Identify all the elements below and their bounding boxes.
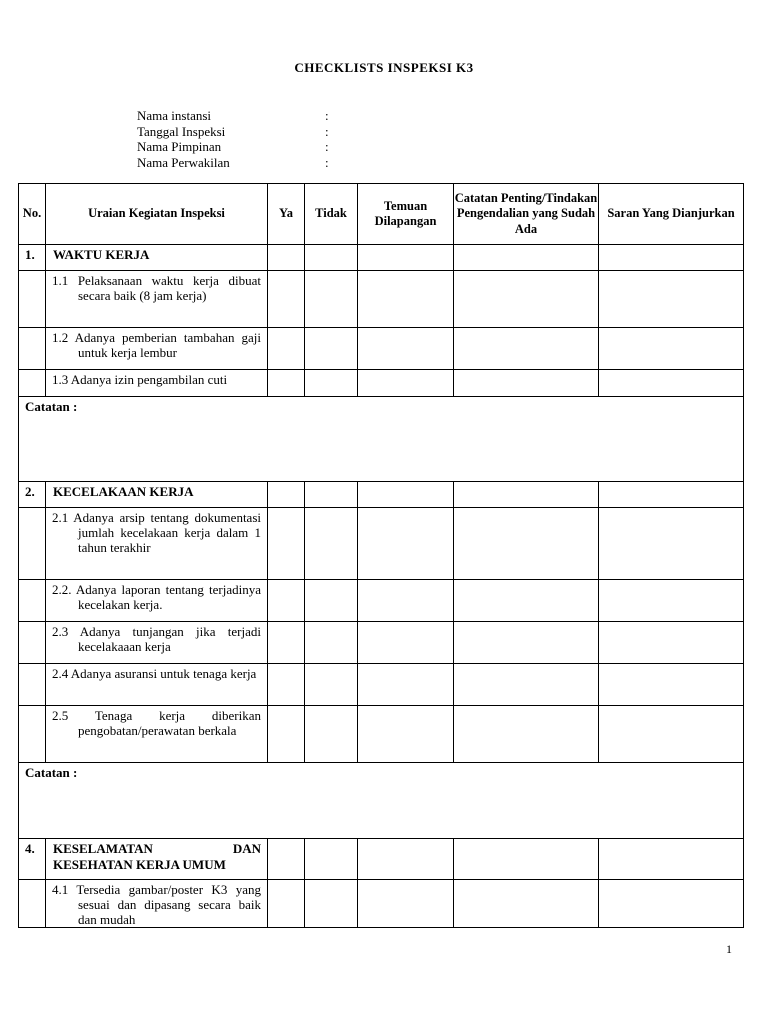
table-row <box>19 706 744 763</box>
tidak-cell[interactable] <box>305 706 358 763</box>
section-title: WAKTU KERJA <box>46 245 268 271</box>
tidak-cell[interactable] <box>305 664 358 706</box>
item-description: 2.3 Adanya tunjangan jika terjadi kecelakaaan kerja <box>46 622 268 664</box>
ya-cell[interactable] <box>268 271 305 328</box>
catatan-cell[interactable] <box>454 706 599 763</box>
catatan-cell[interactable] <box>454 508 599 580</box>
temuan-cell[interactable] <box>358 271 454 328</box>
document-title: CHECKLISTS INSPEKSI K3 <box>294 60 474 75</box>
saran-cell[interactable] <box>599 880 744 928</box>
saran-cell[interactable] <box>599 706 744 763</box>
section-row <box>19 839 744 880</box>
catatan-cell[interactable] <box>454 328 599 370</box>
ya-cell[interactable] <box>268 508 305 580</box>
saran-cell[interactable] <box>599 370 744 397</box>
saran-cell[interactable] <box>599 580 744 622</box>
tidak-cell[interactable] <box>305 245 358 271</box>
tidak-cell[interactable] <box>305 328 358 370</box>
no-cell <box>19 622 46 664</box>
table-row <box>19 664 744 706</box>
tidak-cell[interactable] <box>305 880 358 928</box>
saran-cell[interactable] <box>599 328 744 370</box>
table-row <box>19 622 744 664</box>
item-description: 1.2 Adanya pemberian tambahan gaji untuk kerja lembur <box>46 328 268 370</box>
meta-row-nama-perwakilan <box>137 155 329 171</box>
catatan-row <box>19 763 744 839</box>
ya-cell[interactable] <box>268 370 305 397</box>
catatan-notes[interactable]: Catatan : <box>19 397 744 482</box>
meta-colon: : <box>325 108 329 123</box>
item-description: 2.1 Adanya arsip tentang dokumentasi jumlah kecelakaan kerja dalam 1 tahun terakhir <box>46 508 268 580</box>
section-number: 2. <box>19 482 46 508</box>
item-description: 1.3 Adanya izin pengambilan cuti <box>46 370 268 397</box>
catatan-cell[interactable] <box>454 271 599 328</box>
catatan-cell[interactable] <box>454 839 599 880</box>
header-uraian: Uraian Kegiatan Inspeksi <box>46 184 268 245</box>
meta-row-nama-pimpinan <box>137 139 329 155</box>
ya-cell[interactable] <box>268 839 305 880</box>
table-row <box>19 328 744 370</box>
meta-label: Nama Perwakilan <box>137 154 230 170</box>
catatan-cell[interactable] <box>454 370 599 397</box>
header-ya: Ya <box>268 184 305 245</box>
catatan-cell[interactable] <box>454 880 599 928</box>
ya-cell[interactable] <box>268 706 305 763</box>
item-description: 2.4 Adanya asuransi untuk tenaga kerja <box>46 664 268 706</box>
temuan-cell[interactable] <box>358 622 454 664</box>
meta-label: Nama Pimpinan <box>137 139 222 154</box>
temuan-cell[interactable] <box>358 245 454 271</box>
section-number: 1. <box>19 245 46 271</box>
item-description: 4.1 Tersedia gambar/poster K3 yang sesuai dan dipasang secara baik dan mudah <box>46 880 268 928</box>
tidak-cell[interactable] <box>305 508 358 580</box>
tidak-cell[interactable] <box>305 370 358 397</box>
page-number: 1 <box>726 942 732 956</box>
saran-cell[interactable] <box>599 245 744 271</box>
section-title: KECELAKAAN KERJA <box>46 482 268 508</box>
temuan-cell[interactable] <box>358 706 454 763</box>
tidak-cell[interactable] <box>305 580 358 622</box>
section-row <box>19 482 744 508</box>
temuan-cell[interactable] <box>358 880 454 928</box>
temuan-cell[interactable] <box>358 839 454 880</box>
saran-cell[interactable] <box>599 664 744 706</box>
tidak-cell[interactable] <box>305 839 358 880</box>
meta-label: Tanggal Inspeksi <box>137 123 226 139</box>
item-description: 2.5 Tenaga kerja diberikan pengobatan/perawatan berkala <box>46 706 268 763</box>
no-cell <box>19 271 46 328</box>
catatan-cell[interactable] <box>454 580 599 622</box>
saran-cell[interactable] <box>599 271 744 328</box>
header-no: No. <box>19 184 46 245</box>
table-row <box>19 580 744 622</box>
temuan-cell[interactable] <box>358 370 454 397</box>
header-catatan: Catatan Penting/Tindakan Pengendalian yang Sudah Ada <box>454 184 599 245</box>
no-cell <box>19 328 46 370</box>
header-row <box>19 184 744 245</box>
ya-cell[interactable] <box>268 664 305 706</box>
no-cell <box>19 880 46 928</box>
tidak-cell[interactable] <box>305 622 358 664</box>
inspection-table <box>18 183 744 928</box>
saran-cell[interactable] <box>599 508 744 580</box>
item-description: 2.2. Adanya laporan tentang terjadinya kecelakan kerja. <box>46 580 268 622</box>
no-cell <box>19 370 46 397</box>
ya-cell[interactable] <box>268 245 305 271</box>
table-row <box>19 271 744 328</box>
tidak-cell[interactable] <box>305 271 358 328</box>
meta-colon: : <box>325 154 329 170</box>
section-row <box>19 245 744 271</box>
catatan-row <box>19 397 744 482</box>
ya-cell[interactable] <box>268 880 305 928</box>
catatan-cell[interactable] <box>454 664 599 706</box>
meta-fields <box>137 108 329 170</box>
ya-cell[interactable] <box>268 622 305 664</box>
meta-colon: : <box>325 139 329 154</box>
saran-cell[interactable] <box>599 839 744 880</box>
no-cell <box>19 706 46 763</box>
header-temuan: Temuan Dilapangan <box>358 184 454 245</box>
ya-cell[interactable] <box>268 580 305 622</box>
saran-cell[interactable] <box>599 622 744 664</box>
temuan-cell[interactable] <box>358 482 454 508</box>
meta-label: Nama instansi <box>137 108 212 123</box>
temuan-cell[interactable] <box>358 580 454 622</box>
header-saran: Saran Yang Dianjurkan <box>599 184 744 245</box>
no-cell <box>19 664 46 706</box>
catatan-notes[interactable]: Catatan : <box>19 763 744 839</box>
no-cell <box>19 580 46 622</box>
catatan-cell[interactable] <box>454 622 599 664</box>
item-description: 1.1 Pelaksanaan waktu kerja dibuat secara baik (8 jam kerja) <box>46 271 268 328</box>
catatan-cell[interactable] <box>454 482 599 508</box>
section-title: KESELAMATAN DAN KESEHATAN KERJA UMUM <box>46 839 268 880</box>
header-tidak: Tidak <box>305 184 358 245</box>
no-cell <box>19 508 46 580</box>
temuan-cell[interactable] <box>358 328 454 370</box>
table-row <box>19 880 744 928</box>
section-number: 4. <box>19 839 46 880</box>
temuan-cell[interactable] <box>358 508 454 580</box>
meta-colon: : <box>325 123 329 139</box>
ya-cell[interactable] <box>268 328 305 370</box>
temuan-cell[interactable] <box>358 664 454 706</box>
saran-cell[interactable] <box>599 482 744 508</box>
table-row <box>19 370 744 397</box>
catatan-cell[interactable] <box>454 245 599 271</box>
table-row <box>19 508 744 580</box>
meta-row-nama-instansi <box>137 108 329 124</box>
meta-row-tanggal-inspeksi <box>137 124 329 140</box>
tidak-cell[interactable] <box>305 482 358 508</box>
ya-cell[interactable] <box>268 482 305 508</box>
